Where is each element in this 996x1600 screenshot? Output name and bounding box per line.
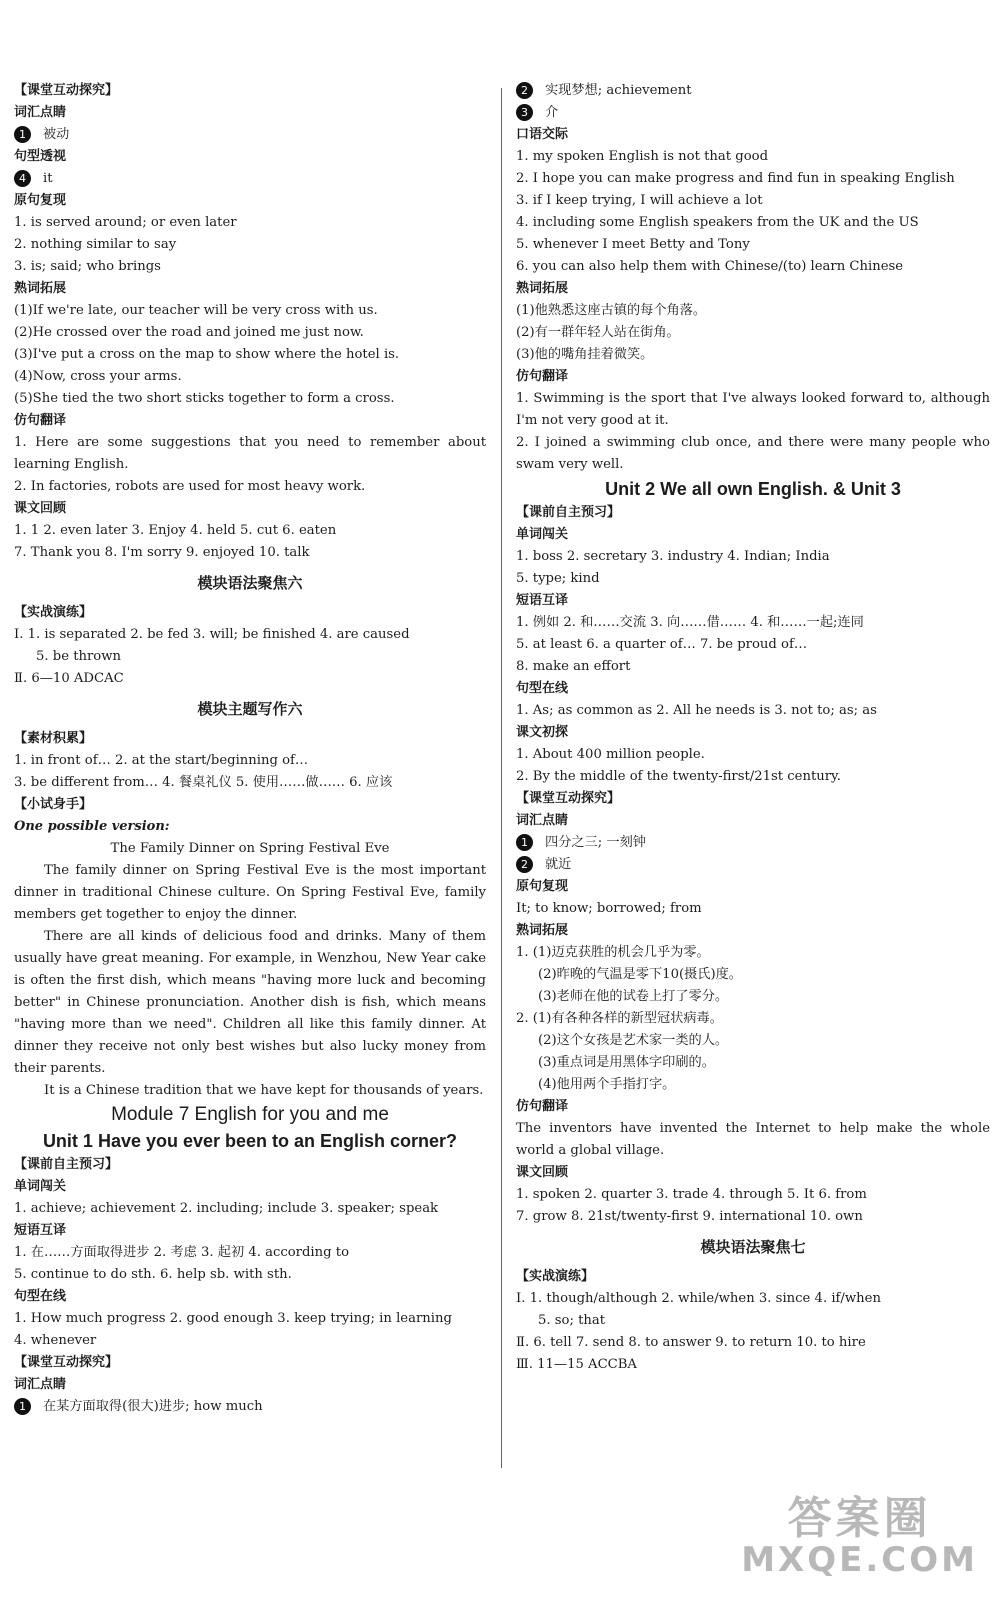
module-section-title: 模块语法聚焦七: [700, 1238, 806, 1256]
subsection-label: 短语互译: [14, 1223, 67, 1238]
answer-line: 1. spoken 2. quarter 3. trade 4. through 5. It 6. from: [516, 1187, 867, 1202]
subsection-label: 熟词拓展: [516, 923, 569, 938]
answer-line: 3. be different from… 4. 餐桌礼仪 5. 使用……做…… 6. 应该: [14, 775, 393, 790]
essay-paragraph: It is a Chinese tradition that we have kept for thousands of years.: [44, 1083, 484, 1098]
answer-line: (2)He crossed over the road and joined me just now.: [14, 325, 364, 340]
answer-line: 1. 例如 2. 和……交流 3. 向……借…… 4. 和……一起;连同: [516, 615, 864, 630]
watermark-url: MXQE.COM: [741, 1540, 978, 1580]
answer-line: 3. if I keep trying, I will achieve a lot: [516, 193, 763, 208]
answer-line: (4)Now, cross your arms.: [14, 369, 182, 384]
answer-line: 2. (1)有各种各样的新型冠状病毒。: [516, 1011, 723, 1026]
answer-line: Ⅲ. 11—15 ACCBA: [516, 1357, 637, 1372]
subsection-label: 词汇点睛: [14, 105, 67, 120]
subsection-label: 仿句翻译: [516, 369, 569, 384]
answer-line: It; to know; borrowed; from: [516, 901, 702, 916]
answer-line: (3)他的嘴角挂着微笑。: [516, 347, 654, 362]
answer-line: 1. 在……方面取得进步 2. 考虑 3. 起初 4. according to: [14, 1245, 350, 1260]
answer-line: (3)老师在他的试卷上打了零分。: [538, 989, 729, 1004]
circled-number-icon: 1: [14, 1398, 31, 1415]
essay-paragraph: There are all kinds of delicious food and drinks. Many of them usually have great meaning. For example, in Wenzhou, New Year cake is often the first dish, which means "having more luck and becoming better" in Chinese pronunciation. Another dish is fish, which means "having more than we need". Children all like this family dinner. At dinner they receive not only best wishes but also lucky money from their parents.: [14, 929, 486, 1076]
numbered-item: [516, 102, 990, 124]
column-divider: [501, 88, 502, 1468]
circled-number-icon: 4: [14, 170, 31, 187]
answer-line: Ⅱ. 6—10 ADCAC: [14, 671, 124, 686]
answer-line: (2)昨晚的气温是零下10(摄氏)度。: [538, 967, 742, 982]
answer-line: 1. Swimming is the sport that I've always looked forward to, although I'm not very good at it.: [516, 391, 990, 428]
answer-line: (3)I've put a cross on the map to show where the hotel is.: [14, 347, 400, 362]
answer-line: 1. my spoken English is not that good: [516, 149, 769, 164]
section-header: 【课堂互动探究】: [14, 1355, 119, 1370]
section-header: 【课堂互动探究】: [516, 791, 621, 806]
module-title: Module 7 English for you and me: [111, 1104, 389, 1125]
answer-line: 5. whenever I meet Betty and Tony: [516, 237, 750, 252]
answer-line: 1. boss 2. secretary 3. industry 4. Indian; India: [516, 549, 830, 564]
item-text: 四分之三; 一刻钟: [545, 835, 646, 850]
left-column: [14, 80, 486, 1418]
version-label: One possible version:: [14, 819, 170, 834]
subsection-label: 仿句翻译: [14, 413, 67, 428]
answer-line: 5. type; kind: [516, 571, 600, 586]
answer-line: 2. In factories, robots are used for most heavy work.: [14, 479, 366, 494]
answer-line: 1. (1)迈克获胜的机会几乎为零。: [516, 945, 710, 960]
subsection-label: 单词闯关: [516, 527, 569, 542]
subsection-label: 词汇点睛: [516, 813, 569, 828]
section-header: 【课堂互动探究】: [14, 83, 119, 98]
subsection-label: 词汇点睛: [14, 1377, 67, 1392]
module-section-title: 模块主题写作六: [197, 700, 303, 718]
subsection-label: 课文回顾: [516, 1165, 569, 1180]
item-text: it: [43, 171, 53, 186]
numbered-item: [14, 1396, 486, 1418]
answer-line: 7. grow 8. 21st/twenty-first 9. international 10. own: [516, 1209, 863, 1224]
unit-title: Unit 1 Have you ever been to an English corner?: [42, 1131, 458, 1151]
answer-line: 2. By the middle of the twenty-first/21st century.: [516, 769, 841, 784]
answer-line: 1. in front of… 2. at the start/beginning of…: [14, 753, 309, 768]
answer-line: 1. is served around; or even later: [14, 215, 237, 230]
item-text: 就近: [545, 857, 572, 872]
answer-line: 6. you can also help them with Chinese/(to) learn Chinese: [516, 259, 904, 274]
numbered-item: [14, 168, 486, 190]
numbered-item: [516, 832, 990, 854]
subsection-label: 仿句翻译: [516, 1099, 569, 1114]
subsection-label: 句型透视: [14, 149, 67, 164]
subsection-label: 原句复现: [516, 879, 569, 894]
answer-line: 4. whenever: [14, 1333, 97, 1348]
section-header: 【素材积累】: [14, 731, 93, 746]
module-section-title: 模块语法聚焦六: [197, 574, 303, 592]
answer-line: Ⅰ. 1. though/although 2. while/when 3. since 4. if/when: [516, 1291, 881, 1306]
numbered-item: [14, 124, 486, 146]
answer-line: 1. How much progress 2. good enough 3. keep trying; in learning: [14, 1311, 452, 1326]
numbered-item: [516, 80, 990, 102]
answer-line: (1)他熟悉这座古镇的每个角落。: [516, 303, 707, 318]
answer-line: (5)She tied the two short sticks together to form a cross.: [14, 391, 395, 406]
subsection-label: 短语互译: [516, 593, 569, 608]
item-text: 介: [545, 105, 559, 120]
subsection-label: 句型在线: [516, 681, 569, 696]
answer-line: (2)有一群年轻人站在街角。: [516, 325, 680, 340]
unit-title: Unit 2 We all own English. & Unit 3: [605, 479, 901, 499]
answer-line: 2. I joined a swimming club once, and there were many people who swam very well.: [516, 435, 990, 472]
item-text: 被动: [43, 127, 70, 142]
subsection-label: 熟词拓展: [14, 281, 67, 296]
subsection-label: 口语交际: [516, 127, 569, 142]
answer-line: (2)这个女孩是艺术家一类的人。: [538, 1033, 729, 1048]
answer-line: 1. achieve; achievement 2. including; include 3. speaker; speak: [14, 1201, 439, 1216]
answer-line: The inventors have invented the Internet to help make the whole world a global village.: [516, 1121, 990, 1158]
subsection-label: 课文回顾: [14, 501, 67, 516]
answer-line: 5. continue to do sth. 6. help sb. with sth.: [14, 1267, 292, 1282]
watermark-logo: [741, 1493, 978, 1580]
answer-line: 1. About 400 million people.: [516, 747, 705, 762]
section-header: 【小试身手】: [14, 797, 93, 812]
answer-line: 1. Here are some suggestions that you need to remember about learning English.: [14, 435, 486, 472]
circled-number-icon: 2: [516, 856, 533, 873]
subsection-label: 单词闯关: [14, 1179, 67, 1194]
subsection-label: 句型在线: [14, 1289, 67, 1304]
circled-number-icon: 3: [516, 104, 533, 121]
watermark-text: 答案圈: [787, 1493, 932, 1544]
subsection-label: 熟词拓展: [516, 281, 569, 296]
answer-line: (3)重点词是用黑体字印刷的。: [538, 1055, 715, 1070]
answer-line: Ⅰ. 1. is separated 2. be fed 3. will; be finished 4. are caused: [14, 627, 410, 642]
right-column: [516, 80, 990, 1376]
answer-line: (4)他用两个手指打字。: [538, 1077, 676, 1092]
answer-line: 5. at least 6. a quarter of… 7. be proud of…: [516, 637, 808, 652]
subsection-label: 原句复现: [14, 193, 67, 208]
answer-line: (1)If we're late, our teacher will be very cross with us.: [14, 303, 378, 318]
answer-line: 8. make an effort: [516, 659, 631, 674]
circled-number-icon: 1: [14, 126, 31, 143]
answer-line: 2. I hope you can make progress and find fun in speaking English: [516, 171, 955, 186]
answer-line: 1. 1 2. even later 3. Enjoy 4. held 5. cut 6. eaten: [14, 523, 337, 538]
answer-line: 3. is; said; who brings: [14, 259, 161, 274]
section-header: 【课前自主预习】: [516, 505, 621, 520]
essay-paragraph: The family dinner on Spring Festival Eve is the most important dinner in traditional Chinese culture. On Spring Festival Eve, family members get together to enjoy the dinner.: [14, 863, 486, 922]
circled-number-icon: 2: [516, 82, 533, 99]
essay-title: The Family Dinner on Spring Festival Eve: [110, 841, 390, 856]
numbered-item: [516, 854, 990, 876]
answer-line: 1. As; as common as 2. All he needs is 3. not to; as; as: [516, 703, 877, 718]
answer-line: Ⅱ. 6. tell 7. send 8. to answer 9. to return 10. to hire: [516, 1335, 866, 1350]
section-header: 【实战演练】: [14, 605, 93, 620]
section-header: 【课前自主预习】: [14, 1157, 119, 1172]
item-text: 实现梦想; achievement: [545, 83, 692, 98]
subsection-label: 课文初探: [516, 725, 569, 740]
item-text: 在某方面取得(很大)进步; how much: [43, 1399, 263, 1414]
answer-line: 4. including some English speakers from the UK and the US: [516, 215, 919, 230]
answer-line: 2. nothing similar to say: [14, 237, 177, 252]
circled-number-icon: 1: [516, 834, 533, 851]
answer-line: 7. Thank you 8. I'm sorry 9. enjoyed 10. talk: [14, 545, 310, 560]
answer-line: 5. be thrown: [36, 649, 122, 664]
section-header: 【实战演练】: [516, 1269, 595, 1284]
answer-line: 5. so; that: [538, 1313, 606, 1328]
